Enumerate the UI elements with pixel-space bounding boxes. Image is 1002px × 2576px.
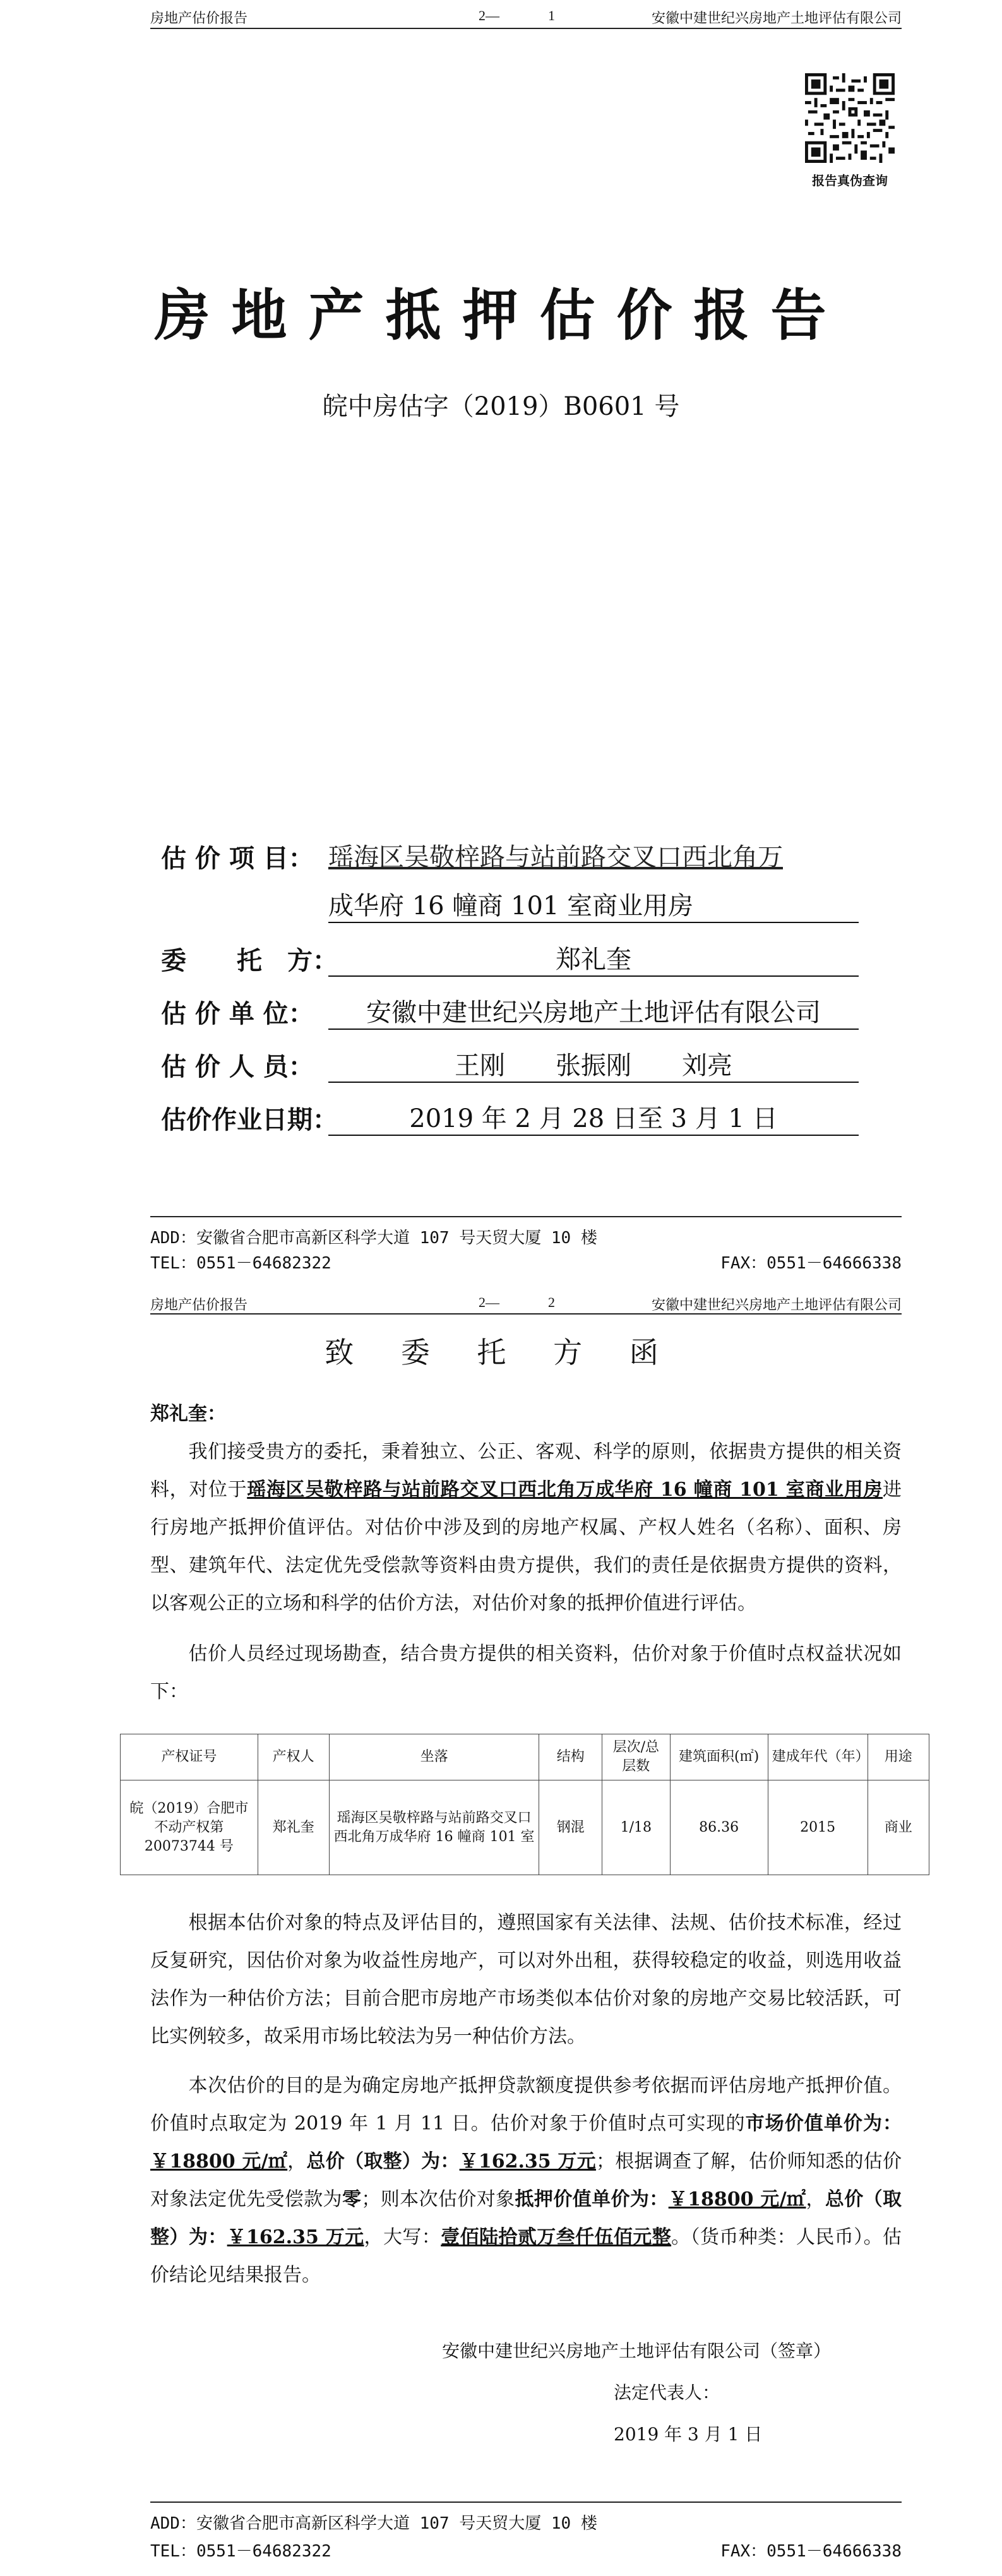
footer-tel: TEL：0551－64682322 bbox=[150, 1254, 331, 1273]
header-page-num: 1 bbox=[548, 8, 555, 23]
field-value-project: 瑶海区吴敬梓路与站前路交叉口西北角万 bbox=[328, 843, 783, 872]
header-page-prefix: 2— bbox=[479, 8, 499, 23]
cell-floor: 1/18 bbox=[602, 1780, 670, 1875]
field-value-client: 郑礼奎 bbox=[328, 939, 859, 977]
col-location: 坐落 bbox=[329, 1734, 539, 1780]
header-left: 房地产估价报告 bbox=[150, 10, 248, 26]
cell-cert-no: 皖（2019）合肥市不动产权第 20073744 号 bbox=[121, 1780, 258, 1875]
header-page-prefix: 2— bbox=[479, 1294, 499, 1310]
footer-address: ADD：安徽省合肥市高新区科学大道 107 号天贸大厦 10 楼 bbox=[150, 1229, 597, 1248]
footer-rule bbox=[150, 1216, 902, 1217]
field-value-project-line2: 成华府 16 幢商 101 室商业用房 bbox=[328, 886, 859, 923]
footer-address: ADD：安徽省合肥市高新区科学大道 107 号天贸大厦 10 楼 bbox=[150, 2514, 597, 2533]
property-address: 瑶海区吴敬梓路与站前路交叉口西北角万成华府 16 幢商 101 室商业用房 bbox=[247, 1479, 883, 1501]
property-table bbox=[120, 1734, 929, 1875]
cell-built-year: 2015 bbox=[768, 1780, 868, 1875]
field-value-appraiser-org: 安徽中建世纪兴房地产土地评估有限公司 bbox=[328, 993, 859, 1030]
header-right: 安徽中建世纪兴房地产土地评估有限公司 bbox=[651, 10, 902, 26]
mortgage-unit-price: ￥18800 元/㎡ bbox=[668, 2188, 806, 2210]
footer-fax: FAX：0551－64666338 bbox=[720, 2542, 902, 2561]
salutation: 郑礼奎： bbox=[150, 1403, 226, 1425]
mortgage-total-price: ￥162.35 万元 bbox=[227, 2226, 364, 2248]
signature-company: 安徽中建世纪兴房地产土地评估有限公司（签章） bbox=[442, 2340, 832, 2361]
col-structure: 结构 bbox=[539, 1734, 602, 1780]
col-floor: 层次/总层数 bbox=[602, 1734, 670, 1780]
field-label-project: 估 价 项 目： bbox=[161, 844, 314, 873]
col-built-year: 建成年代（年） bbox=[768, 1734, 868, 1780]
header-rule bbox=[150, 28, 902, 29]
signature-representative: 法定代表人： bbox=[614, 2382, 720, 2403]
market-total-price: ￥162.35 万元 bbox=[459, 2150, 596, 2173]
footer-contact bbox=[150, 1250, 902, 1273]
cell-area: 86.36 bbox=[670, 1780, 768, 1875]
report-title: 房地产抵押估价报告 bbox=[154, 283, 848, 348]
footer-fax: FAX：0551－64666338 bbox=[720, 1254, 902, 1273]
amount-in-words: 壹佰陆拾贰万叁仟伍佰元整 bbox=[441, 2226, 672, 2248]
field-label-appraiser-org: 估 价 单 位： bbox=[161, 999, 314, 1029]
footer-tel: TEL：0551－64682322 bbox=[150, 2542, 331, 2561]
field-label-work-date: 估价作业日期： bbox=[161, 1106, 338, 1135]
report-number: 皖中房估字（2019）B0601 号 bbox=[322, 392, 680, 421]
signature-date: 2019 年 3 月 1 日 bbox=[614, 2424, 763, 2445]
field-label-appraisers: 估 价 人 员： bbox=[161, 1052, 314, 1082]
header-right: 安徽中建世纪兴房地产土地评估有限公司 bbox=[651, 1297, 902, 1313]
col-usage: 用途 bbox=[868, 1734, 929, 1780]
cell-owner: 郑礼奎 bbox=[258, 1780, 329, 1875]
col-owner: 产权人 bbox=[258, 1734, 329, 1780]
footer-contact bbox=[150, 2538, 902, 2561]
paragraph-3: 根据本估价对象的特点及评估目的，遵照国家有关法律、法规、估价技术标准，经过反复研究，因估价对象为收益性房地产，可以对外出租，获得较稳定的收益，则选用收益法作为一种估价方法；目前合肥市房地产市场类似本估价对象的房地产交易比较活跃，可比实例较多，故采用市场比较法为另一种估价方法。 bbox=[150, 1912, 902, 2048]
table-header-row bbox=[121, 1734, 929, 1780]
footer-rule bbox=[150, 2501, 902, 2503]
col-cert-no: 产权证号 bbox=[121, 1734, 258, 1780]
header-left: 房地产估价报告 bbox=[150, 1297, 248, 1313]
paragraph-4: 本次估价的目的是为确定房地产抵押贷款额度提供参考依据而评估房地产抵押价值。价值时点取定为 2019 年 1 月 11 日。估价对象于价值时点可实现的市场价值单价为：￥18800 元/㎡，总价（取整）为：￥162.35 万元；根据调查了解，估价师知悉的估价对象法定优先受偿款为零；则本次估价对象抵押价值单价为：￥18800 元/㎡，总价（取整）为：￥162.35 万元，大写：壹佰陆拾贰万叁仟伍佰元整。（货币种类：人民币）。估价结论见结果报告。 bbox=[150, 2075, 902, 2286]
field-value-appraisers: 王刚 张振刚 刘亮 bbox=[328, 1046, 859, 1083]
cell-location: 瑶海区吴敬梓路与站前路交叉口西北角万成华府 16 幢商 101 室 bbox=[329, 1780, 539, 1875]
field-label-client: 委 托 方： bbox=[161, 946, 338, 975]
cell-usage: 商业 bbox=[868, 1780, 929, 1875]
paragraph-1: 我们接受贵方的委托，秉着独立、公正、客观、科学的原则，依据贵方提供的相关资料，对位于瑶海区吴敬梓路与站前路交叉口西北角万成华府 16 幢商 101 室商业用房进行房地产抵押价值评估。对估价中涉及到的房地产权属、产权人姓名（名称）、面积、房型、建筑年代、法定优先受偿款等资料由贵方提供，我们的责任是依据贵方提供的资料，以客观公正的立场和科学的估价方法，对估价对象的抵押价值进行评估。 bbox=[150, 1441, 902, 1614]
header-rule bbox=[150, 1313, 902, 1315]
header-page-num: 2 bbox=[548, 1294, 555, 1310]
col-area: 建筑面积(㎡) bbox=[670, 1734, 768, 1780]
field-value-work-date: 2019 年 2 月 28 日至 3 月 1 日 bbox=[328, 1099, 859, 1136]
paragraph-2: 估价人员经过现场勘查，结合贵方提供的相关资料，估价对象于价值时点权益状况如下： bbox=[150, 1643, 902, 1703]
qr-code-icon[interactable] bbox=[805, 73, 895, 163]
letter-title: 致 委 托 方 函 bbox=[325, 1335, 677, 1369]
qr-caption: 报告真伪查询 bbox=[812, 173, 888, 188]
cell-structure: 钢混 bbox=[539, 1780, 602, 1875]
table-row bbox=[121, 1780, 929, 1875]
market-unit-price: ￥18800 元/㎡ bbox=[150, 2150, 288, 2173]
